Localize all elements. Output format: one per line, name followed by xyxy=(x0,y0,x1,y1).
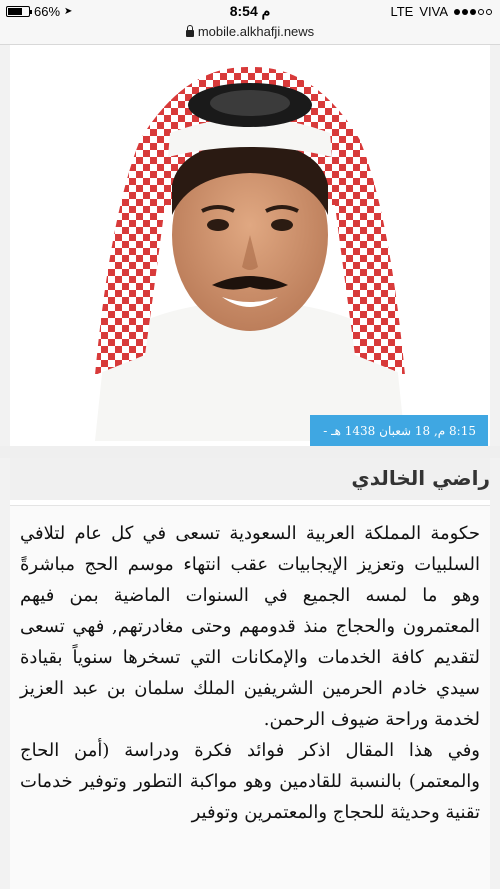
lock-icon xyxy=(186,30,194,37)
portrait-image xyxy=(10,45,490,441)
publish-date-badge: 8:15 م, 18 شعبان 1438 هـ - xyxy=(310,415,488,447)
author-photo xyxy=(10,45,490,441)
article-text xyxy=(20,518,480,828)
location-arrow-icon: ➤ xyxy=(64,6,73,17)
article-body xyxy=(10,505,490,889)
status-right xyxy=(390,4,492,19)
clock: 8:54 م xyxy=(229,3,271,19)
author-name[interactable]: راضي الخالدي xyxy=(351,466,490,490)
paragraph: حكومة المملكة العربية السعودية تسعى في كل عام لتلافي السلبيات وتعزيز الإيجابيات عقب انتهاء موسم الحج مباشرةً وهو ما لمسه الجميع في السنوات الماضية بمن فيهم المعتمرون والحجاج منذ قدومهم وحتى مغادرتهم, فهي تسعى لتقديم كافة الخدمات والإمكانات التي تسخرها سنوياً بقيادة سيدي خادم الحرمين الشريفين الملك سلمان بن عبد العزيز لخدمة وراحة ضيوف الرحمن. xyxy=(20,523,480,730)
signal-strength-icon xyxy=(454,9,492,15)
section-divider xyxy=(0,446,500,458)
address-bar[interactable] xyxy=(0,24,500,45)
battery-percent: 66% xyxy=(34,4,61,19)
author-header[interactable] xyxy=(10,458,490,500)
status-bar xyxy=(0,0,500,24)
paragraph: وفي هذا المقال اذكر فوائد فكرة ودراسة (أمن الحاج والمعتمر) بالنسبة للقادمين وهو مواكبة التطور وتوفير خدمات تقنية وحديثة للحجاج والمعتمرين وتوفير xyxy=(20,740,480,823)
url-text: mobile.alkhafji.news xyxy=(197,24,315,39)
carrier-name: VIVA xyxy=(419,4,448,19)
network-type: LTE xyxy=(390,4,414,19)
